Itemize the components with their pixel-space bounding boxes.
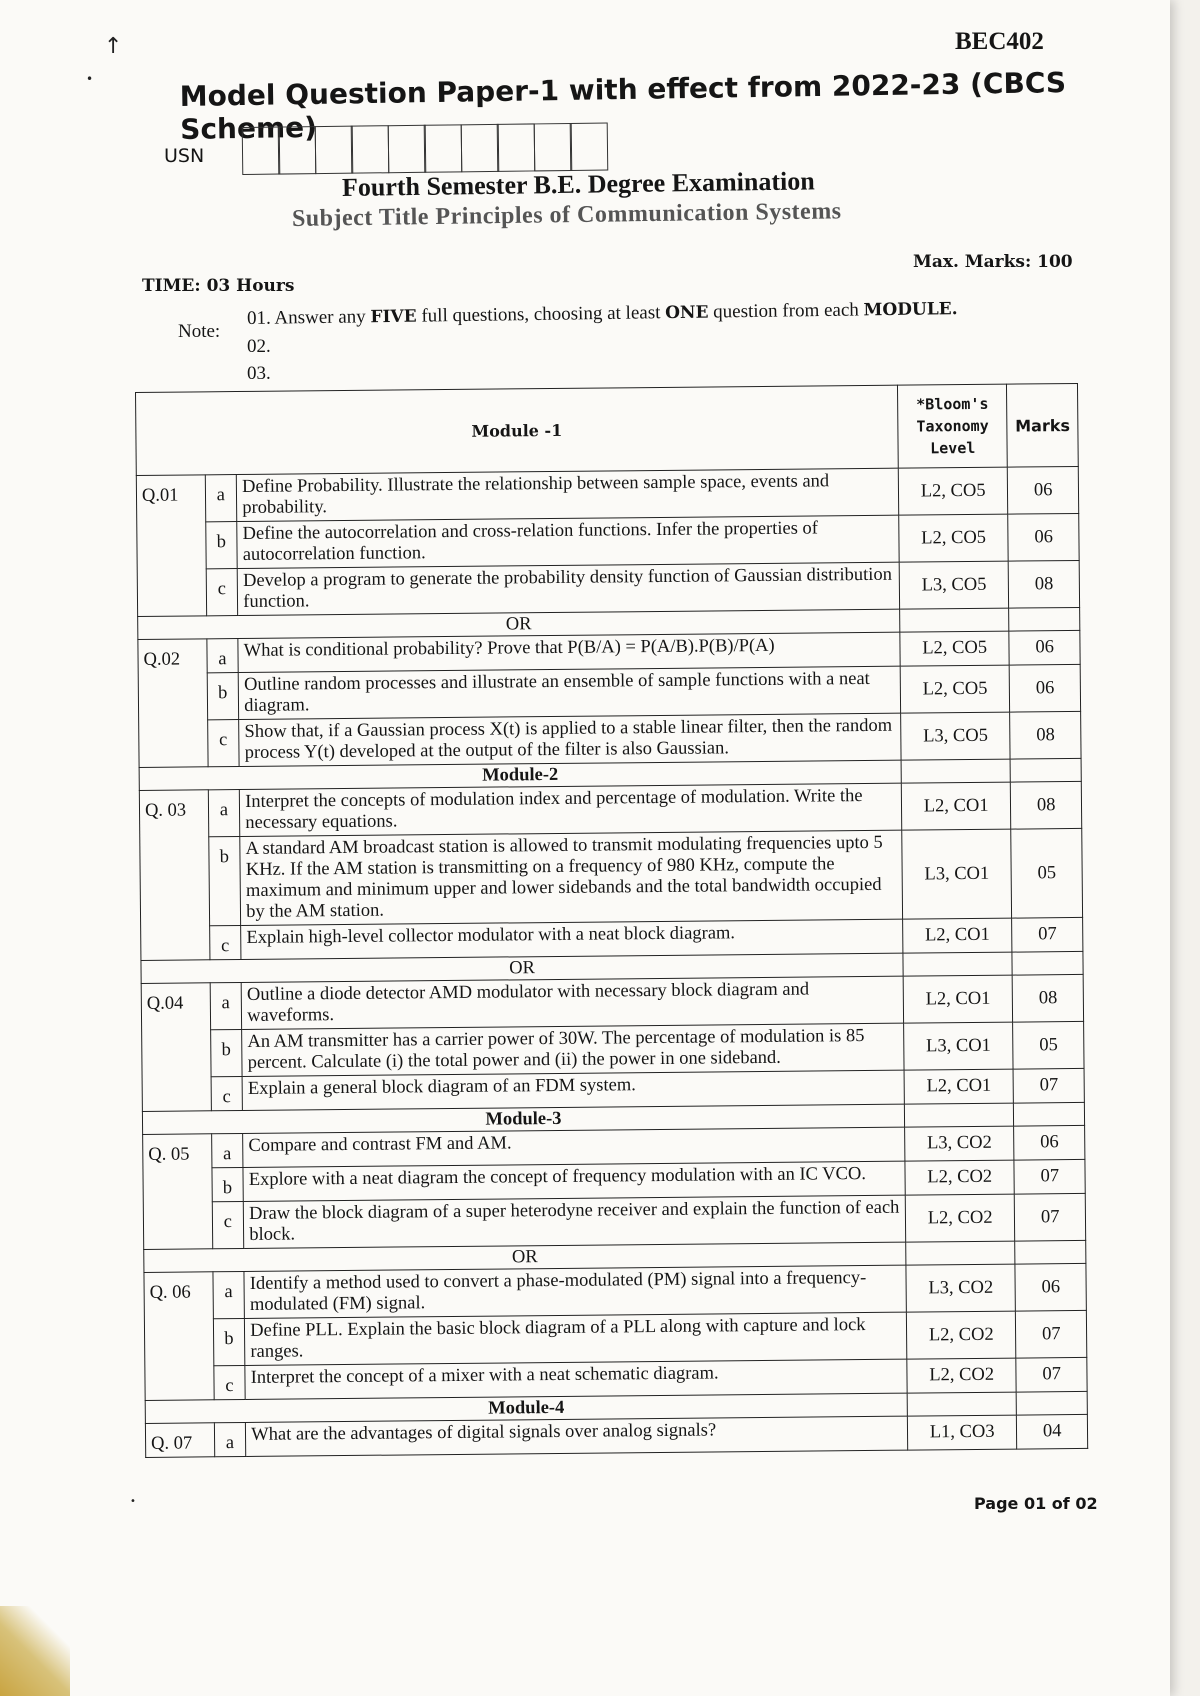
module-3-heading: Module-3: [142, 1104, 904, 1134]
usn-label: USN: [164, 145, 205, 167]
bloom-level: L3, CO2: [905, 1126, 1015, 1161]
sub-part: a: [211, 1133, 243, 1167]
bloom-level: L2, CO5: [900, 665, 1010, 713]
question-text: Outline random processes and illustrate an ensemble of sample functions with a neat diagram.: [238, 666, 900, 719]
module-4-heading: Module-4: [145, 1393, 907, 1423]
usn-digit-box[interactable]: [314, 126, 353, 174]
sub-part: b: [211, 1167, 243, 1201]
max-marks: Max. Marks: 100: [913, 252, 1073, 272]
question-text: What is conditional probability? Prove that P(B/A) = P(A/B).P(B)/P(A): [238, 632, 900, 672]
empty-cell: [907, 1392, 1017, 1416]
usn-digit-box[interactable]: [387, 125, 426, 173]
question-number: Q. 07: [145, 1423, 214, 1458]
empty-cell: [1017, 1391, 1088, 1415]
question-text: An AM transmitter has a carrier power of 30W. The percentage of modulation is 85 percent. Calculate (i) the total power and (ii) the power in one sideband.: [242, 1023, 904, 1076]
question-number: Q.02: [138, 639, 208, 768]
question-text: Define Probability. Illustrate the relationship between sample space, events and probability.: [237, 468, 899, 521]
note-text: 01. Answer any: [246, 306, 371, 329]
question-number: Q.01: [136, 475, 206, 617]
bloom-level: L2, CO2: [905, 1160, 1015, 1195]
marks: 07: [1014, 1159, 1085, 1194]
question-text: Show that, if a Gaussian process X(t) is applied to a stable linear filter, then the random process Y(t) developed at the output of the filter is also Gaussian.: [239, 713, 901, 766]
bloom-level: L1, CO3: [907, 1415, 1017, 1450]
bloom-level: L2, CO5: [898, 467, 1008, 515]
empty-cell: [1010, 758, 1081, 782]
sub-part: c: [211, 1077, 243, 1111]
question-text: Outline a diode detector AMD modulator with necessary block diagram and waveforms.: [241, 976, 903, 1029]
question-text: Explore with a neat diagram the concept of frequency modulation with an IC VCO.: [243, 1161, 905, 1201]
module-2-heading: Module-2: [139, 760, 901, 790]
marks: 08: [1011, 781, 1082, 829]
bloom-level: L2, CO1: [901, 782, 1011, 830]
marks: 06: [1014, 1125, 1085, 1160]
sub-part: a: [214, 1422, 246, 1456]
note-line-3: 03.: [247, 363, 271, 384]
bloom-level: L3, CO5: [901, 712, 1011, 760]
sub-part: c: [207, 720, 239, 767]
bloom-level: L3, CO5: [899, 561, 1009, 609]
paper-edge-shadow: [0, 1606, 70, 1696]
note-emphasis: FIVE: [370, 306, 417, 328]
empty-cell: [900, 608, 1010, 632]
empty-cell: [903, 952, 1013, 976]
empty-cell: [1015, 1240, 1086, 1264]
bloom-level: L2, CO5: [899, 514, 1009, 562]
sub-part: b: [207, 673, 239, 720]
note-lines: [246, 299, 958, 387]
bloom-level: L3, CO2: [906, 1264, 1016, 1312]
marks: 07: [1012, 917, 1083, 952]
empty-cell: [904, 1103, 1014, 1127]
table-row: [140, 828, 1083, 926]
sub-part: a: [212, 1271, 244, 1318]
bloom-level: L2, CO1: [904, 1069, 1014, 1104]
question-text: Explain high-level collector modulator with a neat block diagram.: [241, 919, 903, 959]
marks: 07: [1013, 1068, 1084, 1103]
or-separator: OR: [138, 609, 900, 639]
bloom-level: L2, CO5: [900, 631, 1010, 666]
question-text: Interpret the concepts of modulation index and percentage of modulation. Write the necessary equations.: [240, 783, 902, 836]
question-text: Develop a program to generate the probability density function of Gaussian distribution function.: [237, 562, 899, 615]
bloom-level: L2, CO1: [903, 975, 1013, 1023]
question-text: What are the advantages of digital signals over analog signals?: [246, 1416, 908, 1456]
question-text: Draw the block diagram of a super heterodyne receiver and explain the function of each block.: [243, 1195, 905, 1248]
sub-part: c: [209, 926, 241, 960]
marks: 06: [1015, 1263, 1086, 1311]
question-text: A standard AM broadcast station is allowed to transmit modulating frequencies upto 5 KHz. If the AM station is transmitting on a frequency of 980 KHz, compute the maximum and minimum upper and lower sidebands and the total bandwidth occupied by the AM station.: [240, 830, 903, 925]
note-line-2: 02.: [247, 336, 271, 357]
question-text: Define PLL. Explain the basic block diagram of a PLL along with capture and lock ranges.: [245, 1312, 907, 1365]
question-text: Define the autocorrelation and cross-relation functions. Infer the properties of autocorrelation function.: [237, 515, 899, 568]
sub-part: b: [205, 522, 237, 569]
marks: 07: [1015, 1193, 1086, 1241]
note-text: question from each: [708, 299, 864, 323]
bloom-level: L2, CO1: [903, 918, 1013, 953]
or-separator: OR: [141, 953, 903, 983]
or-separator: OR: [144, 1242, 906, 1272]
empty-cell: [1014, 1102, 1085, 1126]
empty-cell: [1012, 951, 1083, 975]
usn-digit-box[interactable]: [460, 124, 499, 172]
marks: 07: [1016, 1357, 1087, 1392]
marks: 06: [1010, 664, 1081, 712]
marks: 08: [1009, 560, 1080, 608]
sub-part: a: [210, 983, 242, 1030]
subject-title: Subject Title Principles of Communication Systems: [291, 198, 842, 232]
marks: 06: [1008, 466, 1079, 514]
note-label: Note:: [178, 321, 221, 342]
note-text: full questions, choosing at least: [416, 302, 666, 327]
bloom-level: L2, CO2: [906, 1311, 1016, 1359]
bloom-level: L3, CO1: [902, 829, 1012, 919]
page-number: Page 01 of 02: [974, 1494, 1098, 1513]
usn-digit-box[interactable]: [533, 123, 572, 171]
empty-cell: [1009, 607, 1080, 631]
question-number: Q.04: [141, 983, 211, 1112]
bloom-level: L2, CO2: [907, 1358, 1017, 1393]
question-number: Q. 05: [143, 1134, 213, 1250]
marks: 05: [1011, 828, 1082, 918]
marks: 07: [1016, 1310, 1087, 1358]
course-code: BEC402: [955, 28, 1044, 55]
usn-digit-box[interactable]: [570, 123, 609, 171]
usn-digit-box[interactable]: [241, 127, 280, 175]
marks: 04: [1017, 1414, 1088, 1449]
sub-part: a: [206, 639, 238, 673]
question-text: Compare and contrast FM and AM.: [243, 1127, 905, 1167]
question-number: Q. 03: [139, 790, 209, 961]
question-text: Identify a method used to convert a phase-modulated (PM) signal into a frequency-modulated (FM) signal.: [244, 1265, 906, 1318]
usn-boxes[interactable]: [243, 123, 609, 175]
paper-title: Model Question Paper-1 with effect from 2022-23 (CBCS Scheme): [179, 66, 1067, 146]
usn-digit-box[interactable]: [424, 124, 463, 172]
bloom-level: L2, CO2: [905, 1194, 1015, 1242]
sub-part: b: [208, 837, 241, 926]
note-line-1: [247, 295, 958, 333]
usn-digit-box[interactable]: [497, 123, 536, 171]
usn-digit-box[interactable]: [278, 126, 317, 174]
marks-heading: Marks: [1007, 383, 1078, 467]
exam-time: TIME: 03 Hours: [142, 276, 295, 296]
question-text: Explain a general block diagram of an FDM system.: [242, 1070, 904, 1110]
marks: 06: [1008, 513, 1079, 561]
marks: 06: [1009, 630, 1080, 665]
marks: 08: [1010, 711, 1081, 759]
sub-part: a: [205, 475, 237, 522]
empty-cell: [901, 759, 1011, 783]
sub-part: b: [213, 1318, 245, 1365]
empty-cell: [906, 1241, 1016, 1265]
question-table: [135, 383, 1088, 1458]
bloom-heading: *Bloom's Taxonomy Level: [897, 384, 1007, 468]
scan-mark: ↑: [104, 34, 123, 59]
scan-dot: •: [130, 1496, 136, 1507]
sub-part: c: [212, 1201, 244, 1248]
sub-part: a: [208, 790, 240, 837]
bloom-level: L3, CO1: [904, 1022, 1014, 1070]
marks: 08: [1013, 974, 1084, 1022]
question-number: Q. 06: [144, 1272, 214, 1401]
note-emphasis: MODULE.: [863, 299, 958, 321]
table-header: [136, 383, 1079, 475]
scan-dot: •: [86, 72, 94, 86]
note-emphasis: ONE: [665, 302, 709, 324]
usn-digit-box[interactable]: [351, 125, 390, 173]
question-table-wrap: [135, 383, 1088, 1458]
sub-part: b: [210, 1030, 242, 1077]
sub-part: c: [213, 1365, 245, 1399]
sub-part: c: [206, 569, 238, 616]
marks: 05: [1013, 1021, 1084, 1069]
exam-name: Fourth Semester B.E. Degree Examination: [341, 166, 815, 202]
question-text: Interpret the concept of a mixer with a neat schematic diagram.: [245, 1359, 907, 1399]
module-1-heading: Module -1: [136, 385, 899, 475]
